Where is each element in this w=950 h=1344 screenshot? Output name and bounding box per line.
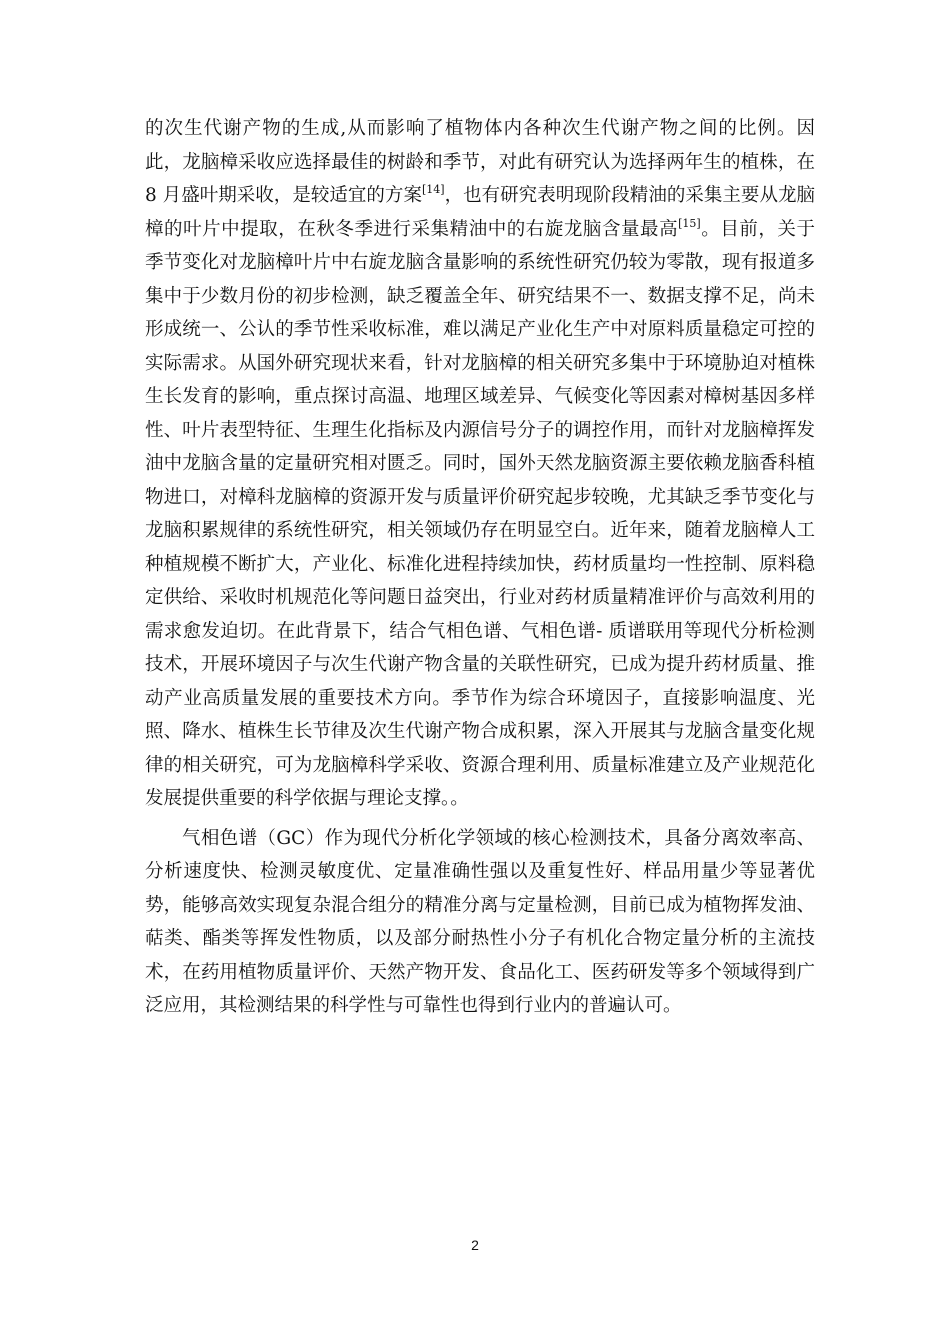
paragraph-1 bbox=[145, 112, 815, 816]
paragraph-1-text-1: 的次生代谢产物的生成,从而影响了植物体内各种次生代谢产物之间的比例。因此，龙脑樟采收应选择最佳的树龄和季节，对此有研究认为选择两年生的植株，在 8 月盛叶期采收，是较适宜的方案 bbox=[145, 118, 815, 206]
citation-15: [15] bbox=[678, 216, 701, 230]
paragraph-2 bbox=[145, 822, 815, 1023]
citation-14: [14] bbox=[421, 183, 445, 196]
paragraph-1-text-3: 。目前，关于季节变化对龙脑樟叶片中右旋龙脑含量影响的系统性研究仍较为零散，现有报道多集中于少数月份的初步检测，缺乏覆盖全年、研究结果不一、数据支撑不足，尚未形成统一、公认的季节性采收标准，难以满足产业化生产中对原料质量稳定可控的实际需求。从国外研究现状来看，针对龙脑樟的相关研究多集中于环境胁迫对植株生长发育的影响，重点探讨高温、地理区域差异、气候变化等因素对樟树基因多样性、叶片表型特征、生理生化指标及内源信号分子的调控作用，而针对龙脑樟挥发油中龙脑含量的定量研究相对匮乏。同时，国外天然龙脑资源主要依赖龙脑香科植物进口，对樟科龙脑樟的资源开发与质量评价研究起步较晚，尤其缺乏季节变化与龙脑积累规律的系统性研究，相关领域仍存在明显空白。近年来，随着龙脑樟人工种植规模不断扩大，产业化、标准化进程持续加快，药材质量均一性控制、原料稳定供给、采收时机规范化等问题日益突出，行业对药材质量精准评价与高效利用的需求愈发迫切。在此背景下，结合气相色谱、气相色谱- 质谱联用等现代分析检测技术，开展环境因子与次生代谢产物含量的关联性研究，已成为提升药材质量、推动产业高质量发展的重要技术方向。季节作为综合环境因子，直接影响温度、光照、降水、植株生长节律及次生代谢产物合成积累，深入开展其与龙脑含量变化规律的相关研究，可为龙脑樟科学采收、资源合理利用、质量标准建立及产业规范化发展提供重要的科学依据与理论支撑。。 bbox=[145, 218, 815, 809]
paragraph-2-text-1: 气相色谱（GC）作为现代分析化学领域的核心检测技术，具备分离效率高、分析速度快、检测灵敏度优、定量准确性强以及重复性好、样品用量少等显著优势，能够高效实现复杂混合组分的精准分离与定量检测，目前已成为植物挥发油、萜类、酯类等挥发性物质，以及部分耐热性小分子有机化合物定量分析的主流技术，在药用植物质量评价、天然产物开发、食品化工、医药研发等多个领域得到广泛应用，其检测结果的科学性与可靠性也得到行业内的普遍认可。 bbox=[145, 827, 815, 1016]
page-number: 2 bbox=[471, 1237, 479, 1253]
paragraph-1-text-2: ，也有研究表明现阶段精油的采集主要从龙脑樟的叶片中提取，在秋冬季进行采集精油中的右旋龙脑含量最高 bbox=[145, 185, 815, 240]
body-text bbox=[145, 112, 815, 1023]
